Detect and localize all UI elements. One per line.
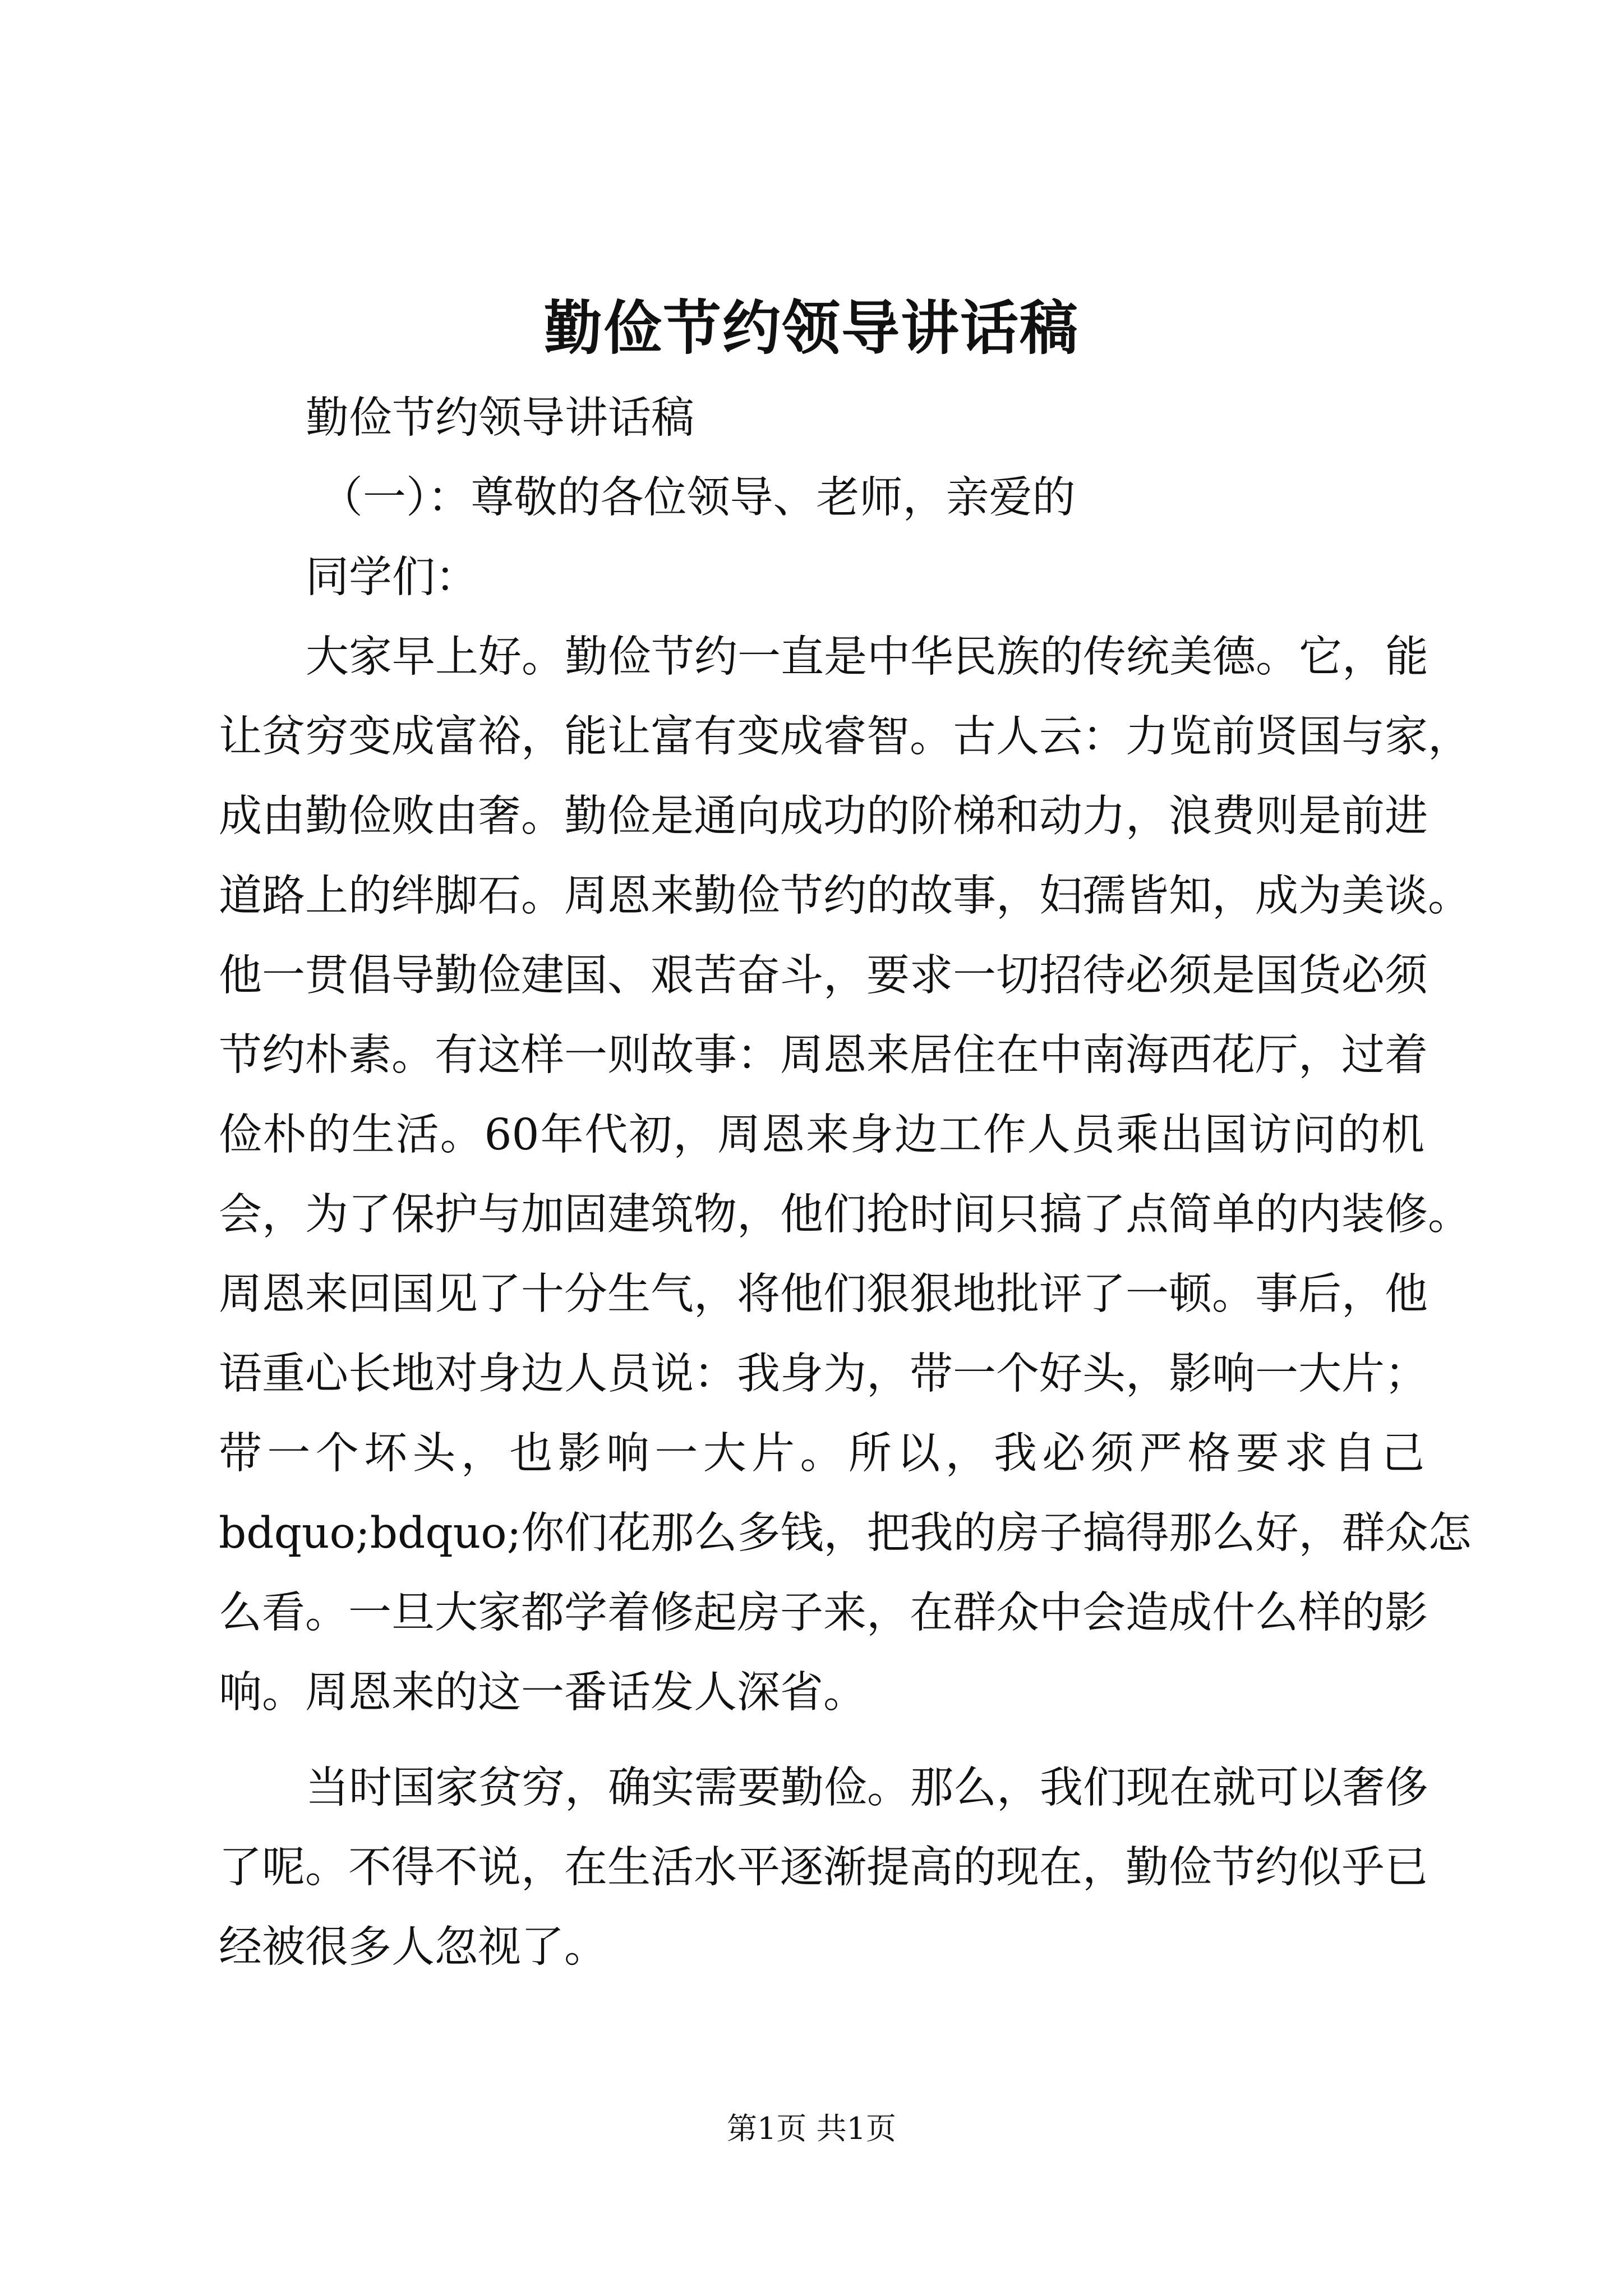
paragraph-1-line: 语重心长地对身边人员说：我身为，带一个好头，影响一大片； (219, 1349, 1428, 1399)
paragraph-1-line: 成由勤俭败由奢。勤俭是通向成功的阶梯和动力，浪费则是前进 (219, 792, 1428, 841)
paragraph-1-line: bdquo;bdquo;你们花那么多钱，把我的房子搞得那么好，群众怎 (219, 1508, 1472, 1558)
paragraph-2-line: 经被很多人忽视了。 (219, 1922, 607, 1972)
paragraph-1-line: 俭朴的生活。60年代初，周恩来身边工作人员乘出国访问的机 (219, 1110, 1424, 1160)
paragraph-1-line: 带一个坏头，也影响一大片。所以，我必须严格要求自己 (219, 1429, 1424, 1479)
greeting-line-1: （一）：尊敬的各位领导、老师，亲爱的 (320, 473, 1076, 523)
paragraph-1-line: 他一贯倡导勤俭建国、艰苦奋斗，要求一切招待必须是国货必须 (219, 951, 1428, 1001)
greeting-line-2: 同学们： (306, 553, 478, 602)
paragraph-1-line: 节约朴素。有这样一则故事：周恩来居住在中南海西花厅，过着 (219, 1030, 1428, 1080)
paragraph-1-line: 么看。一旦大家都学着修起房子来，在群众中会造成什么样的影 (219, 1588, 1428, 1638)
paragraph-1-line: 周恩来回国见了十分生气，将他们狠狠地批评了一顿。事后，他 (219, 1269, 1428, 1319)
paragraph-1-line: 响。周恩来的这一番话发人深省。 (219, 1668, 866, 1718)
document-title: 勤俭节约领导讲话稿 (543, 293, 1079, 362)
paragraph-1-line: 让贫穷变成富裕，能让富有变成睿智。古人云：力览前贤国与家， (219, 712, 1471, 762)
paragraph-2-line: 当时国家贫穷，确实需要勤俭。那么，我们现在就可以奢侈 (306, 1763, 1428, 1813)
paragraph-1-line: 大家早上好。勤俭节约一直是中华民族的传统美德。它，能 (306, 632, 1428, 682)
paragraph-1-line: 道路上的绊脚石。周恩来勤俭节约的故事，妇孺皆知，成为美谈。 (219, 871, 1471, 921)
paragraph-2-line: 了呢。不得不说，在生活水平逐渐提高的现在，勤俭节约似乎已 (219, 1843, 1428, 1893)
paragraph-1-line: 会，为了保护与加固建筑物，他们抢时间只搞了点简单的内装修。 (219, 1190, 1471, 1240)
page-footer: 第1页 共1页 (727, 2111, 896, 2146)
document-subtitle: 勤俭节约领导讲话稿 (306, 393, 694, 443)
